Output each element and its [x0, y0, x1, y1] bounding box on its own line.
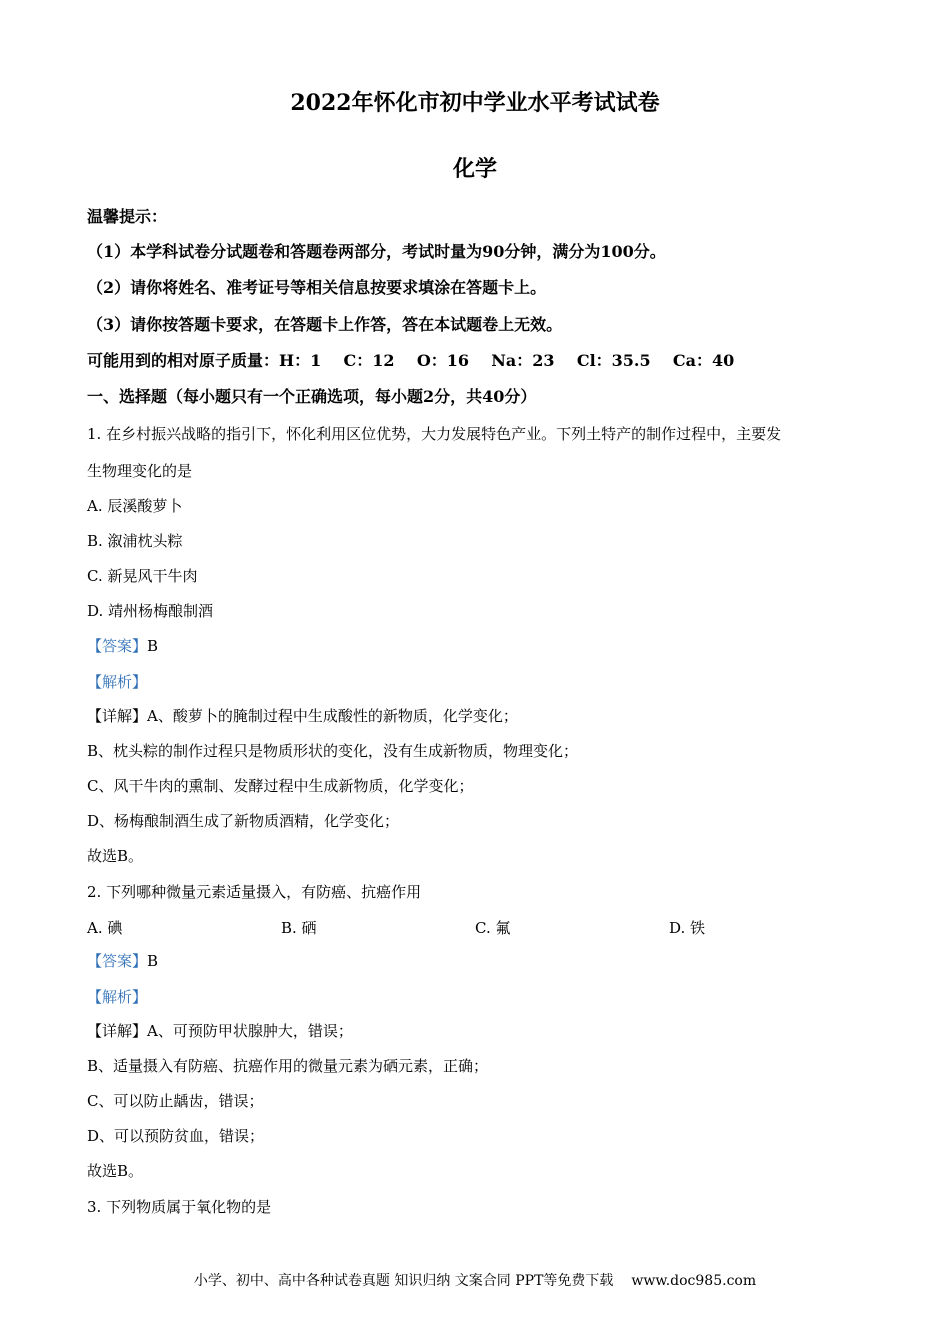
q1-detail-4: D、杨梅酿制酒生成了新物质酒精，化学变化；	[87, 812, 400, 830]
notice-item-2: （2）请你将姓名、准考证号等相关信息按要求填涂在答题卡上。	[87, 278, 547, 297]
q2-conclusion: 故选B。	[87, 1162, 144, 1180]
footer-text: 小学、初中、高中各种试卷真题 知识归纳 文案合同 PPT等免费下载	[193, 1273, 614, 1289]
notice-item-3: （3）请你按答题卡要求，在答题卡上作答，答在本试题卷上无效。	[87, 315, 563, 334]
answer-value: B	[147, 637, 159, 655]
q2-stem: 2. 下列哪种微量元素适量摄入，有防癌、抗癌作用	[87, 883, 422, 901]
answer-tag: 【答案】	[87, 952, 148, 970]
q2-detail-2: B、适量摄入有防癌、抗癌作用的微量元素为硒元素，正确；	[87, 1057, 489, 1075]
q1-stem-line1: 1. 在乡村振兴战略的指引下，怀化利用区位优势，大力发展特色产业。下列土特产的制作过程中，主要发	[87, 425, 782, 443]
q1-detail-1	[87, 706, 518, 726]
q1-option-a: A. 辰溪酸萝卜	[87, 497, 183, 515]
q2-option-d: D. 铁	[669, 919, 706, 937]
q1-conclusion: 故选B。	[87, 847, 144, 865]
notice-heading: 温馨提示：	[87, 207, 168, 226]
q2-option-c: C. 氟	[475, 919, 511, 937]
q1-answer	[87, 636, 158, 656]
q2-answer	[87, 951, 158, 971]
detail-tag: 【详解】	[87, 1022, 148, 1040]
q1-detail-3: C、风干牛肉的熏制、发酵过程中生成新物质，化学变化；	[87, 777, 474, 795]
footer-site-link[interactable]: www.doc985.com	[631, 1273, 757, 1289]
answer-tag: 【答案】	[87, 637, 148, 655]
subject-title: 化学	[452, 156, 497, 182]
q3-stem: 3. 下列物质属于氧化物的是	[87, 1198, 272, 1216]
atomic-mass-line: 可能用到的相对原子质量：H：1 C：12 O：16 Na：23 Cl：35.5 Ca：40	[87, 351, 735, 370]
q1-option-d: D. 靖州杨梅酿制酒	[87, 602, 214, 620]
q2-detail-3: C、可以防止龋齿，错误；	[87, 1092, 264, 1110]
detail-tag: 【详解】	[87, 707, 148, 725]
footer	[0, 1270, 950, 1290]
notice-item-1: （1）本学科试卷分试题卷和答题卷两部分，考试时量为90分钟，满分为100分。	[87, 242, 666, 261]
q2-options	[87, 917, 887, 938]
q2-option-b: B. 硒	[281, 919, 317, 937]
page-title: 2022年怀化市初中学业水平考试试卷	[290, 90, 660, 116]
section-heading: 一、选择题（每小题只有一个正确选项，每小题2分，共40分）	[87, 387, 537, 406]
detail-text: A、可预防甲状腺肿大，错误；	[147, 1022, 353, 1040]
q2-detail-4: D、可以预防贫血，错误；	[87, 1127, 265, 1145]
q1-option-b: B. 溆浦枕头粽	[87, 532, 183, 550]
q1-option-c: C. 新晃风干牛肉	[87, 567, 198, 585]
q1-stem-line2: 生物理变化的是	[87, 462, 193, 480]
detail-text: A、酸萝卜的腌制过程中生成酸性的新物质，化学变化；	[147, 707, 518, 725]
q1-detail-2: B、枕头粽的制作过程只是物质形状的变化，没有生成新物质，物理变化；	[87, 742, 579, 760]
q2-analysis-tag: 【解析】	[87, 988, 148, 1006]
q1-analysis-tag: 【解析】	[87, 673, 148, 691]
q2-option-a: A. 碘	[87, 919, 123, 937]
q2-detail-1	[87, 1021, 353, 1041]
answer-value: B	[147, 952, 159, 970]
